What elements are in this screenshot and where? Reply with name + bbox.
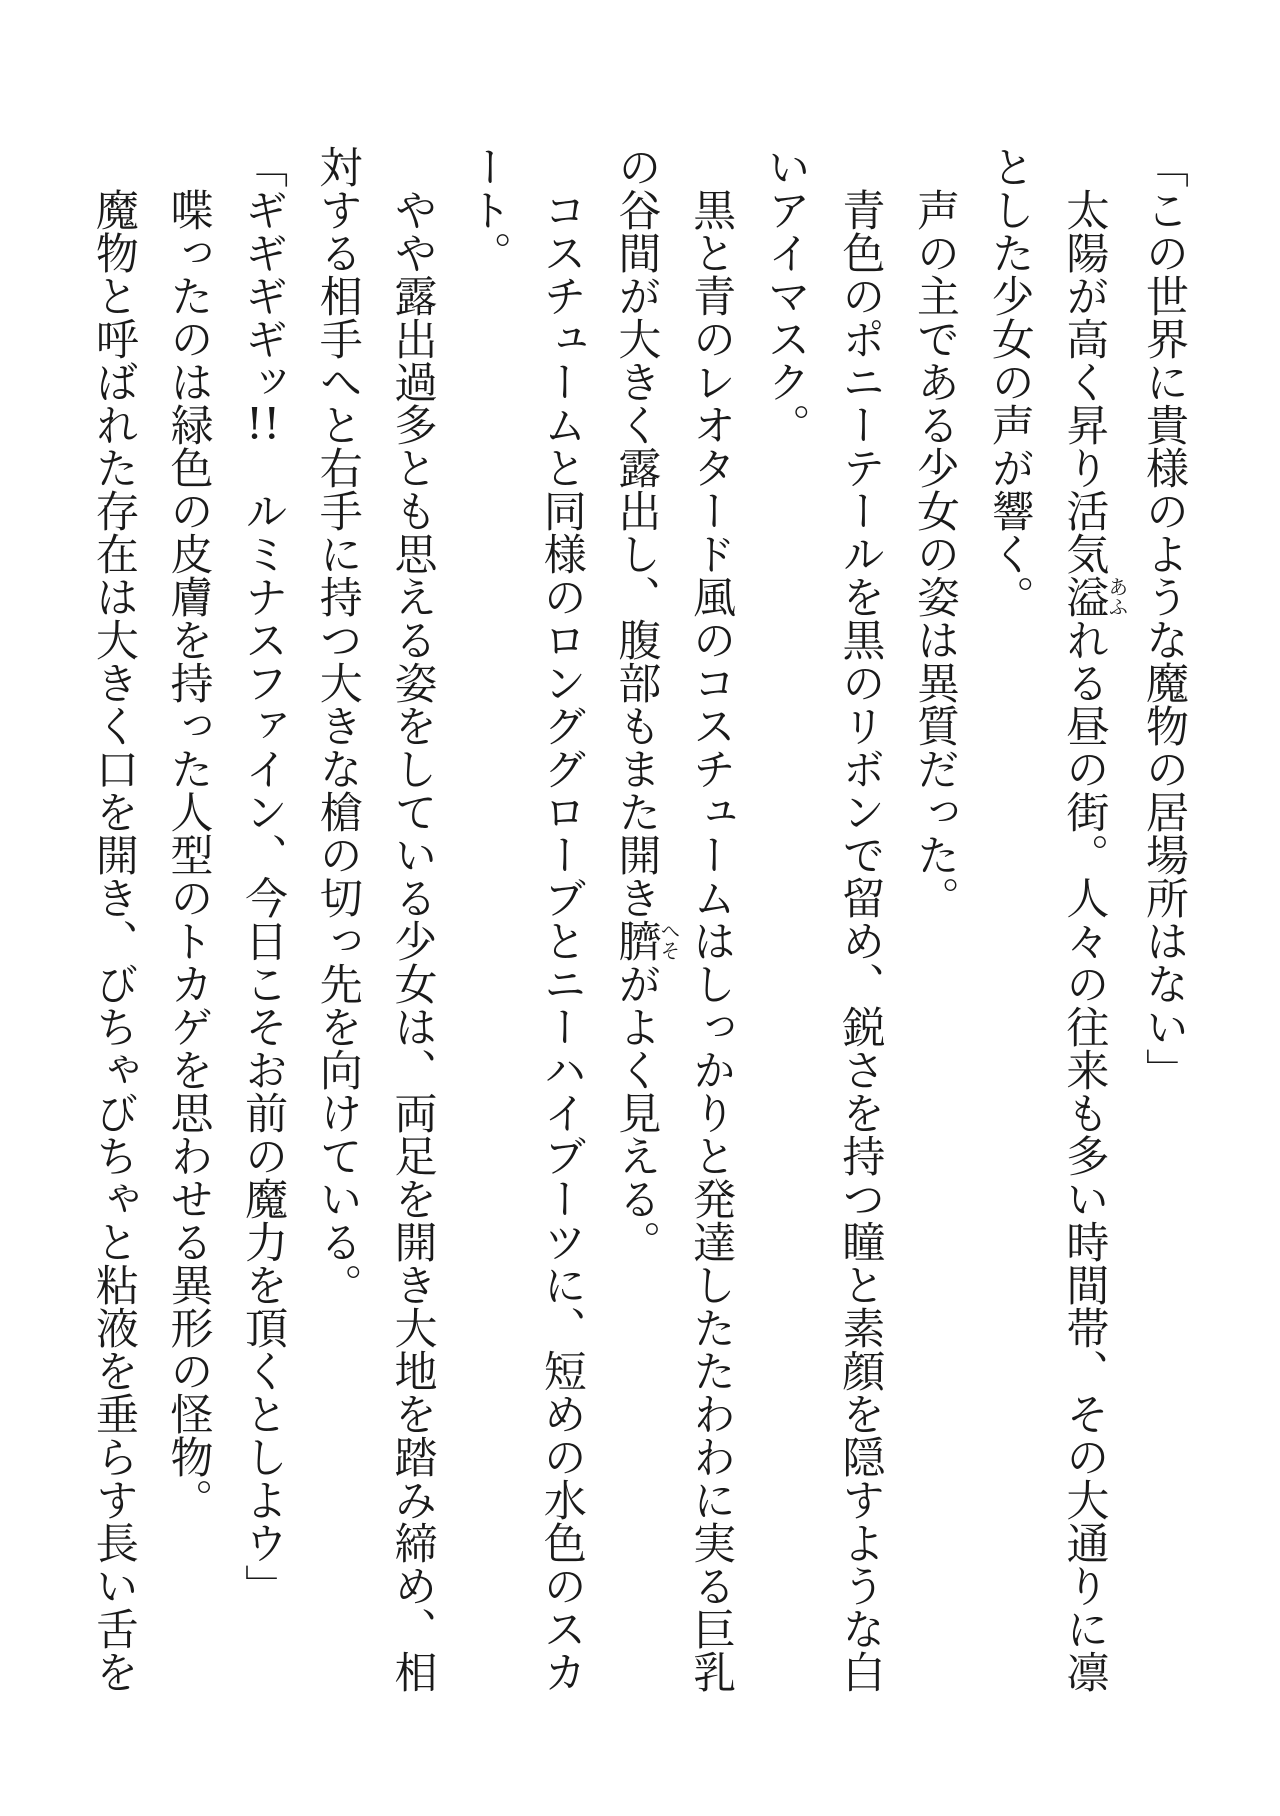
paragraph-9: 喋ったのは緑色の皮膚を持った人型のトカゲを思わせる異形の怪物。 [163, 188, 214, 1521]
paragraph-8: 「ギギギギッ!! ルミナスファイン、今日こそお前の魔力を頂くとしよウ」 [238, 145, 289, 1607]
paragraph-4: 青色のポニーテールを黒のリボンで留め、鋭さを持つ瞳と素顔を隠すような白いアイマスク。 [760, 145, 886, 1693]
furigana: へそ [656, 919, 680, 962]
paragraph-1: 「この世界に貴様のような魔物の居場所はない」 [1139, 145, 1189, 1091]
paragraph-2: 太陽が高く昇り活気溢あふれる昼の街。人々の往来も多い時間帯、その大通りに凛とした少女の声が響く。 [984, 145, 1128, 1693]
paragraph-5: 黒と青のレオタード風のコスチュームはしっかりと発達したたわわに実る巨乳の谷間が大きく露出し、腹部もまた開き臍へそがよく見える。 [611, 145, 737, 1693]
paragraph-3: 声の主である少女の姿は異質だった。 [910, 188, 961, 919]
tate-chu-yoko-exclamation: !! [245, 403, 281, 446]
paragraph-10: 魔物と呼ばれた存在は大きく口を開き、びちゃびちゃと粘液を垂らす長い舌を [88, 188, 139, 1693]
paragraph-7: やや露出過多とも思える姿をしている少女は、両足を開き大地を踏み締め、相対する相手へと右手に持つ大きな槍の切っ先を向けている。 [312, 145, 438, 1693]
paragraph-6: コスチュームと同様のロンググローブとニーハイブーツに、短めの水色のスカート。 [462, 145, 587, 1693]
ruby-annotated-kanji: 臍へそ [611, 919, 680, 962]
vertical-text-block [81, 145, 1201, 1693]
ruby-annotated-kanji: 溢あふ [1059, 575, 1128, 618]
furigana: あふ [1104, 575, 1128, 618]
